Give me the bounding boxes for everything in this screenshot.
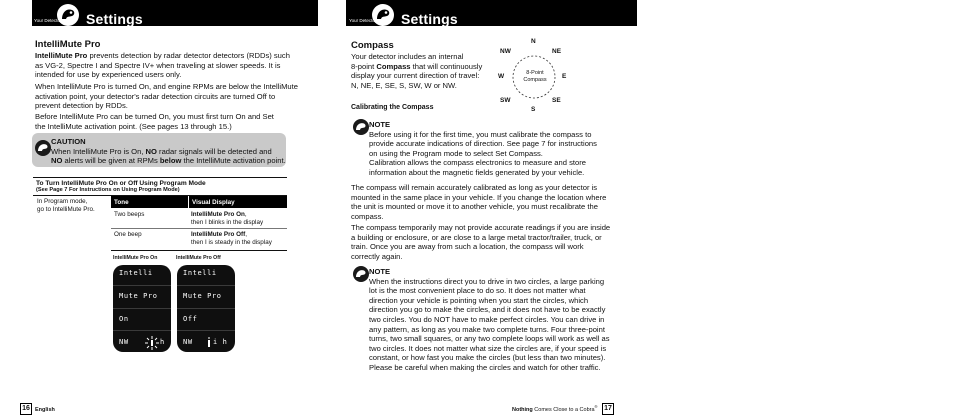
note-1-text: NOTE Before using it for the first time, you must calibrate the compass to provide accurate indications of direction. See page 7 for instructions on using the Program mode to select Set Compass. [369, 120, 597, 158]
screen-line-1: Intelli [119, 269, 153, 277]
intellimute-para-2: When IntelliMute Pro is turned On, and engine RPMs are below the IntelliMute activation point, your detector's radar detection circuits are turned Off to prevent detection by RDDs. [35, 82, 298, 111]
compass-e: E [562, 73, 567, 80]
compass-ne: NE [552, 48, 562, 55]
compass-diagram [496, 38, 574, 116]
blinking-i-icon [144, 336, 160, 350]
intellimute-heading: IntelliMute Pro [35, 39, 101, 50]
note-1-calibration-text: Calibration allows the compass electronics to measure and store information about the magnetic fields generated by your vehicle. [369, 158, 586, 177]
intellimute-para-3: Before IntelliMute Pro can be turned On, you must first turn On and Set the IntelliMute activation point. (See pages 13 through 15.) [35, 112, 274, 131]
screen-line-3: On [119, 315, 129, 323]
compass-intro: Your detector includes an internal 8-point Compass that will continuously display your current direction of travel: N, NE, E, SE, S, SW, W or NW. [351, 52, 483, 90]
screen-divider [113, 308, 171, 309]
screen-line-2: Mute Pro [183, 292, 222, 300]
table-row-2-visual: IntelliMute Pro Off, then I is steady in the display [191, 231, 272, 246]
caution-icon [35, 140, 51, 156]
display-screen-on [113, 265, 171, 352]
left-page-number: 16 [20, 403, 32, 415]
right-page-number: 17 [602, 403, 614, 415]
steady-i-icon [206, 337, 212, 347]
table-bottom-rule [111, 250, 287, 251]
screen-divider [177, 330, 235, 331]
calibrating-heading: Calibrating the Compass [351, 104, 434, 111]
caution-text: CAUTION When IntelliMute Pro is On, NO radar signals will be detected and NO alerts will be given at RPMs below the IntelliMute activation point. [51, 137, 286, 166]
intellimute-para-1: IntelliMute Pro prevents detection by radar detector detectors (RDDs) such as VG-2, Spectre I and Spectre IV+ when traveling at slower speeds. It is intended for use by experienced users only. [35, 51, 290, 80]
screen-divider [177, 285, 235, 286]
compass-heading: Compass [351, 40, 394, 51]
table-row-2-tone: One beep [114, 231, 142, 238]
compass-nw: NW [500, 48, 511, 55]
table-title: To Turn IntelliMute Pro On or Off Using Program Mode [36, 180, 206, 187]
note-2-text: NOTE When the instructions direct you to drive in two circles, a large parking lot is the most convenient place to do so. It does not matter what direction your vehicle is pointing when you start the circles, which direction you go to make the circles, and it does not have to be exactly two circles. You do NOT have to make perfect circles. You can drive in any pattern, as long as you make two complete turns. Four three-point turns, two small squares, or any two complete loops will work as well as two circles. It does not matter what size the circles are, if your speed is constant, or how fast you make the circles (but less than two minutes). Please be careful when making the circles and watch for other traffic. [369, 267, 610, 372]
screen-divider [177, 308, 235, 309]
screen-caption-on: IntelliMute Pro On [113, 255, 158, 261]
screen-divider [113, 285, 171, 286]
screen-line-3: Off [183, 315, 198, 323]
screen-caption-off: IntelliMute Pro Off [176, 255, 221, 261]
compass-center-label: 8-Point Compass [523, 70, 547, 83]
note-1-icon [353, 119, 369, 135]
compass-se: SE [552, 97, 561, 104]
table-top-rule [33, 177, 287, 178]
screen-line-1: Intelli [183, 269, 217, 277]
screen-divider [113, 330, 171, 331]
compass-n: N [531, 38, 536, 45]
left-header-title: Settings [86, 11, 143, 27]
table-left-cell: In Program mode, go to IntelliMute Pro. [37, 198, 95, 213]
compass-s: S [531, 106, 536, 113]
compass-para-b: The compass temporarily may not provide accurate readings if you are inside a building or enclosure, or are close to a large metal tractor/trailer, truck, or train. Once you are away from such a location, the compass will work correctly again. [351, 223, 611, 261]
screen-status: NW [119, 338, 129, 346]
screen-status: NW [183, 338, 193, 346]
right-header-title: Settings [401, 11, 458, 27]
right-header-section-label: Your Detector [349, 18, 377, 23]
left-footer-label: English [35, 407, 55, 413]
right-footer-label: Nothing Comes Close to a Cobra® [512, 404, 598, 413]
table-col-visual: Visual Display [189, 196, 287, 208]
compass-w: W [498, 73, 505, 80]
compass-para-a: The compass will remain accurately calibrated as long as your detector is mounted in the same place in your vehicle. If you change the location where the unit is mounted or move it to another vehicle, you must recalibrate the compass. [351, 183, 607, 221]
table-subtitle: (See Page 7 For Instructions on Using Program Mode) [36, 187, 180, 193]
table-col-tone: Tone [111, 196, 188, 208]
table-row-1-visual: IntelliMute Pro On, then I blinks in the display [191, 211, 264, 226]
screen-status-suffix: i h [213, 338, 228, 346]
table-row-1-tone: Two beeps [114, 211, 145, 218]
compass-sw: SW [500, 97, 511, 104]
note-2-icon [353, 266, 369, 282]
left-header-section-label: Your Detector [34, 18, 62, 23]
table-row-divider [111, 228, 287, 229]
screen-line-2: Mute Pro [119, 292, 158, 300]
screen-status-suffix: h [160, 338, 165, 346]
display-screen-off [177, 265, 235, 352]
